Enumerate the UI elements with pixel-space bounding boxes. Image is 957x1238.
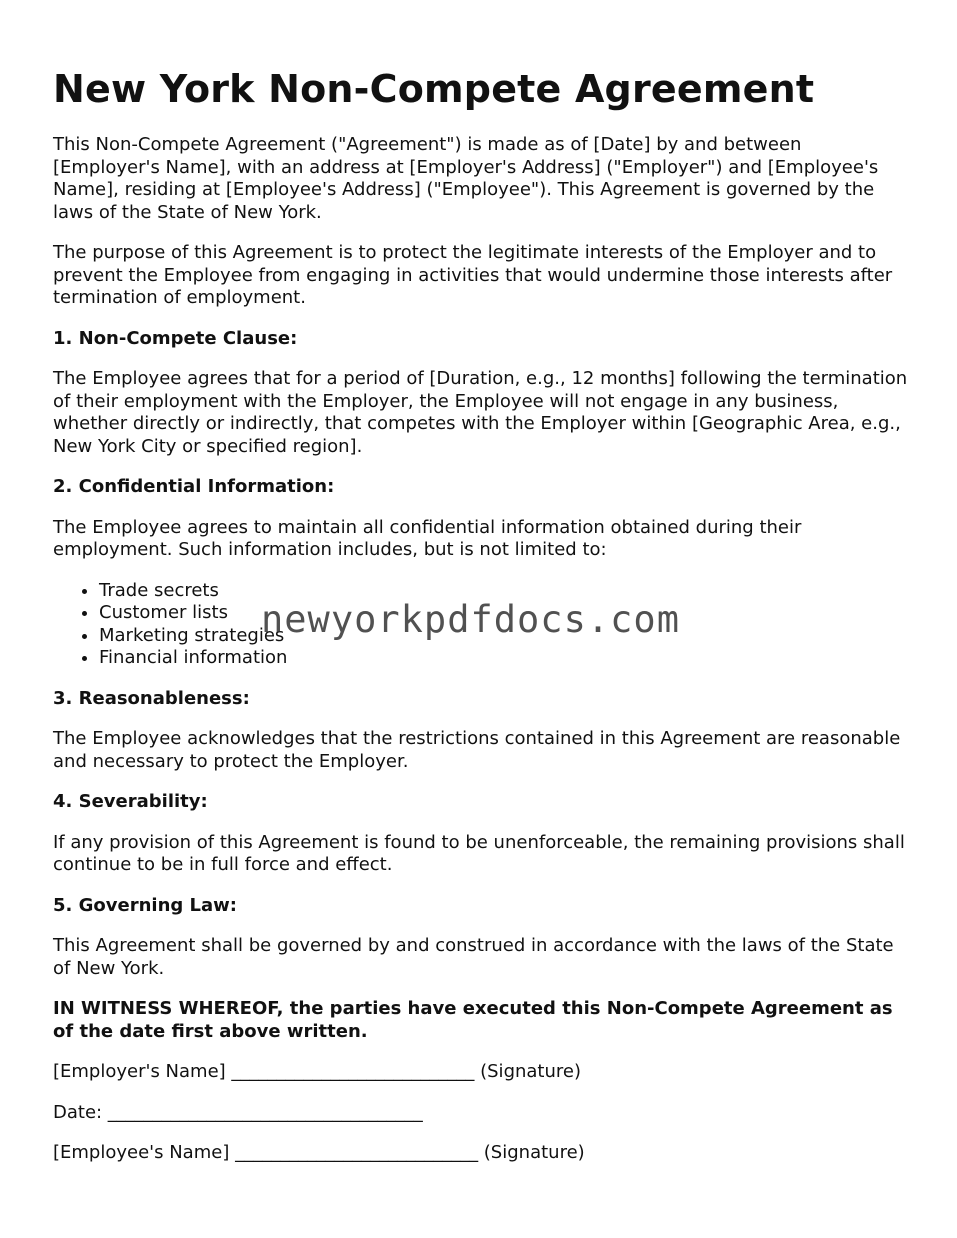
employee-signature-line: [Employee's Name] ___________________________ (Signature) [53, 1142, 585, 1163]
employer-signature-line: [Employer's Name] ___________________________ (Signature) [53, 1061, 581, 1082]
list-item: • Marketing strategies [99, 625, 908, 648]
witness-statement: IN WITNESS WHEREOF, the parties have executed this Non-Compete Agreement as of the date first above written. [53, 998, 893, 1042]
purpose-paragraph: The purpose of this Agreement is to protect the legitimate interests of the Employer and to prevent the Employee from engaging in activities that would undermine those interests after termination of employment. [53, 242, 893, 308]
watermark-text: newyorkpdfdocs.com [261, 598, 680, 641]
list-item: • Customer lists [99, 602, 908, 625]
section-body-non-compete: The Employee agrees that for a period of [Duration, e.g., 12 months] following the termination of their employment with the Employer, the Employee will not engage in any business, whether directly or indirectly, that competes with the Employer within [Geographic Area, e.g., New York City or specified region]. [53, 368, 908, 457]
section-body-governing-law: This Agreement shall be governed by and construed in accordance with the laws of the State of New York. [53, 935, 894, 979]
section-body-reasonableness: The Employee acknowledges that the restrictions contained in this Agreement are reasonable and necessary to protect the Employer. [53, 728, 901, 772]
section-body-severability: If any provision of this Agreement is found to be unenforceable, the remaining provisions shall continue to be in full force and effect. [53, 831, 905, 875]
section-heading-non-compete: 1. Non-Compete Clause: [53, 327, 298, 349]
date-signature-line: Date: ___________________________________ [53, 1101, 423, 1123]
document-title: New York Non-Compete Agreement [53, 67, 815, 111]
intro-paragraph: This Non-Compete Agreement ("Agreement") is made as of [Date] by and between [Employer's Name], with an address at [Employer's Address] ("Employer") and [Employee's Name], residing at [Employee's Address] ("Employee"). This Agreement is governed by the laws of the State of New York. [53, 134, 879, 223]
section-heading-governing-law: 5. Governing Law: [53, 894, 237, 916]
section-heading-confidential: 2. Confidential Information: [53, 476, 335, 497]
list-item: • Financial information [99, 647, 908, 670]
section-heading-severability: 4. Severability: [53, 791, 208, 812]
section-body-confidential: The Employee agrees to maintain all confidential information obtained during their employment. Such information includes, but is not limited to: [53, 516, 802, 560]
list-item: • Trade secrets [99, 580, 908, 603]
section-heading-reasonableness: 3. Reasonableness: [53, 687, 250, 709]
